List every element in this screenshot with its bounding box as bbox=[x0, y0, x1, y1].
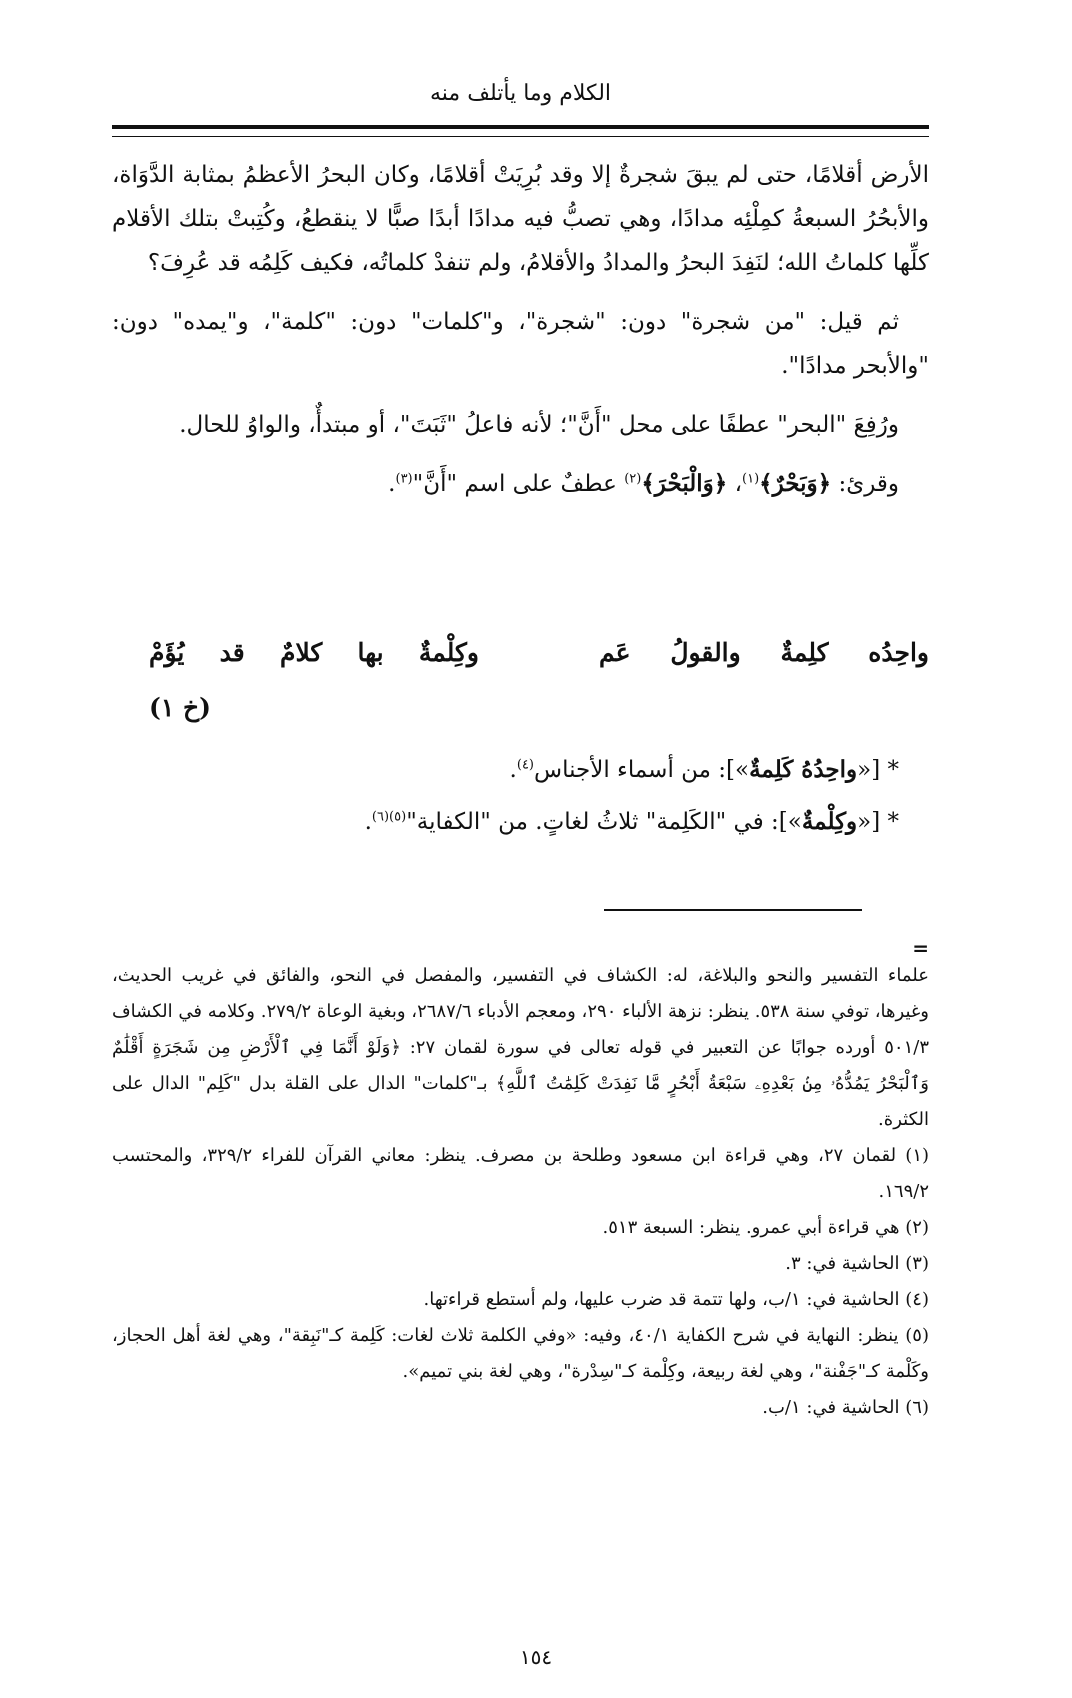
footnote: (٣) الحاشية في: ٣. bbox=[785, 1253, 929, 1274]
entry-open: * [« bbox=[857, 809, 899, 835]
header-rule-thin bbox=[112, 136, 929, 137]
entry-lemma: واحِدُهُ كَلِمةٌ bbox=[749, 756, 858, 783]
footnote: (١) لقمان ٢٧، وهي قراءة ابن مسعود وطلحة بن مصرف. ينظر: معاني القرآن للفراء ٣٢٩/٢، والمحتسب ١٦٩/٢. bbox=[112, 1145, 930, 1202]
footnote-continuation: علماء التفسير والنحو والبلاغة، له: الكشاف في التفسير، والمفصل في النحو، والفائق في غريب الحديث، وغيرها، توفي سنة ٥٣٨. ينظر: نزهة الألباء ٢٩٠، ومعجم الأدباء ٢٦٨٧/٦، وبغية الوعاة ٢٧٩/٢. وكلامه في الكشاف ٥٠١/٣ أورده جوابًا عن التعبير في قوله تعالى في سورة لقمان ٢٧: ﴿وَلَوْ أَنَّمَا فِي ٱلْأَرْضِ مِن شَجَرَةٍ أَقْلَٰمٌ وَٱلْبَحْرُ يَمُدُّهُۥ مِنۢ بَعْدِهِۦ سَبْعَةُ أَبْحُرٍ مَّا نَفِدَتْ كَلِمَٰتُ ٱللَّهِ﴾ بـ"كلمات" الدال على القلة بدل "كَلِم" الدال على الكثرة. bbox=[112, 965, 929, 1130]
main-text bbox=[112, 153, 929, 506]
footnote-separator bbox=[604, 909, 862, 911]
footnote-ref: (٢) bbox=[624, 471, 642, 487]
quranic-reading: ﴿وَبَحْرٌ﴾ bbox=[759, 470, 832, 497]
readings-prefix: وقرئ: bbox=[831, 471, 899, 497]
footnote: (٦) الحاشية في: ١/ب. bbox=[762, 1397, 929, 1418]
verse-word: كلِمةٌ bbox=[780, 638, 829, 667]
verse-word: وكِلْمةٌ bbox=[418, 638, 479, 667]
commentary-entry bbox=[112, 750, 899, 790]
footnote-continuation-mark: = bbox=[912, 936, 929, 960]
first-hemistich bbox=[599, 638, 929, 667]
footnote: (٥) ينظر: النهاية في شرح الكفاية ٤٠/١، وفيه: «وفي الكلمة ثلاث لغات: كَلِمة كـ"نَبِقة"، وهي لغة أهل الحجاز، وكَلْمة كـ"جَفْنة"، وهي لغة ربيعة، وكِلْمة كـ"سِدْرة"، وهي لغة بني تميم». bbox=[112, 1325, 929, 1382]
second-hemistich bbox=[149, 638, 479, 667]
period: . bbox=[388, 471, 396, 497]
footnote: (٢) هي قراءة أبي عمرو. ينظر: السبعة ٥١٣. bbox=[602, 1217, 929, 1238]
footnote-ref: (٣) bbox=[395, 471, 413, 487]
verse-word: يُؤَمْ bbox=[149, 638, 185, 667]
entry-open: * [« bbox=[857, 757, 899, 783]
verse-word: واحِدُه bbox=[868, 638, 929, 667]
verse-word: عَم bbox=[599, 638, 631, 667]
period: . bbox=[364, 809, 372, 835]
entry-lemma: وكِلْمةٌ bbox=[801, 808, 858, 835]
header-rule-thick bbox=[112, 125, 929, 129]
entry-text: : في "الكَلِمة" ثلاثُ لغاتٍ. من "الكفاية" bbox=[406, 809, 779, 835]
footnotes bbox=[112, 958, 929, 1426]
readings-paragraph bbox=[112, 462, 929, 506]
verse-word: والقولُ bbox=[670, 638, 741, 667]
separator: ، bbox=[727, 471, 742, 497]
entry-text: : من أسماء الأجناس bbox=[534, 757, 727, 783]
entry-close: »] bbox=[778, 809, 802, 835]
footnote-ref: (٥)(٦) bbox=[371, 809, 407, 825]
verse-word: كلامٌ bbox=[279, 638, 323, 667]
page-number: ١٥٤ bbox=[519, 1645, 553, 1669]
verse-reference: (خ ١) bbox=[149, 693, 211, 722]
paragraph: ثم قيل: "من شجرة" دون: "شجرة"، و"كلمات" دون: "كلمة"، و"يمده" دون: "والأبحر مدادًا". bbox=[112, 309, 929, 379]
commentary-entries bbox=[112, 750, 929, 854]
paragraph: الأرض أقلامًا، حتى لم يبقَ شجرةٌ إلا وقد بُرِيَتْ أقلامًا، وكان البحرُ الأعظمُ بمثابة الدَّوَاة، والأبحُرُ السبعةُ كمِلْئِه مدادًا، وهي تصبُّ فيه مدادًا أبدًا صبًّا لا ينقطعُ، وكُتِبتْ بتلك الأقلام كلِّها كلماتُ الله؛ لنَفِدَ البحرُ والمدادُ والأقلامُ، ولم تنفدْ كلماتُه، فكيف كَلِمُه قد عُرِفَ؟ bbox=[112, 162, 929, 276]
commentary-entry bbox=[112, 802, 899, 842]
footnote: (٤) الحاشية في: ١/ب، ولها تتمة قد ضرب عليها، ولم أستطع قراءتها. bbox=[423, 1289, 929, 1310]
footnote-ref: (١) bbox=[742, 471, 760, 487]
period: . bbox=[509, 757, 517, 783]
readings-text: عطفٌ على اسم "أَنَّ" bbox=[412, 471, 625, 497]
entry-close: »] bbox=[726, 757, 750, 783]
paragraph: ورُفِعَ "البحر" عطفًا على محل "أَنَّ"؛ لأنه فاعلُ "ثَبَتَ"، أو مبتدأٌ، والواوُ للحال. bbox=[179, 412, 899, 438]
verse-word: قد bbox=[219, 638, 245, 667]
verse-word: بها bbox=[357, 638, 384, 667]
running-title: الكلام وما يأتلف منه bbox=[429, 81, 612, 106]
quranic-reading: ﴿وَالْبَحْرَ﴾ bbox=[641, 470, 728, 497]
verse-block bbox=[149, 638, 929, 738]
footnote-ref: (٤) bbox=[516, 757, 534, 773]
